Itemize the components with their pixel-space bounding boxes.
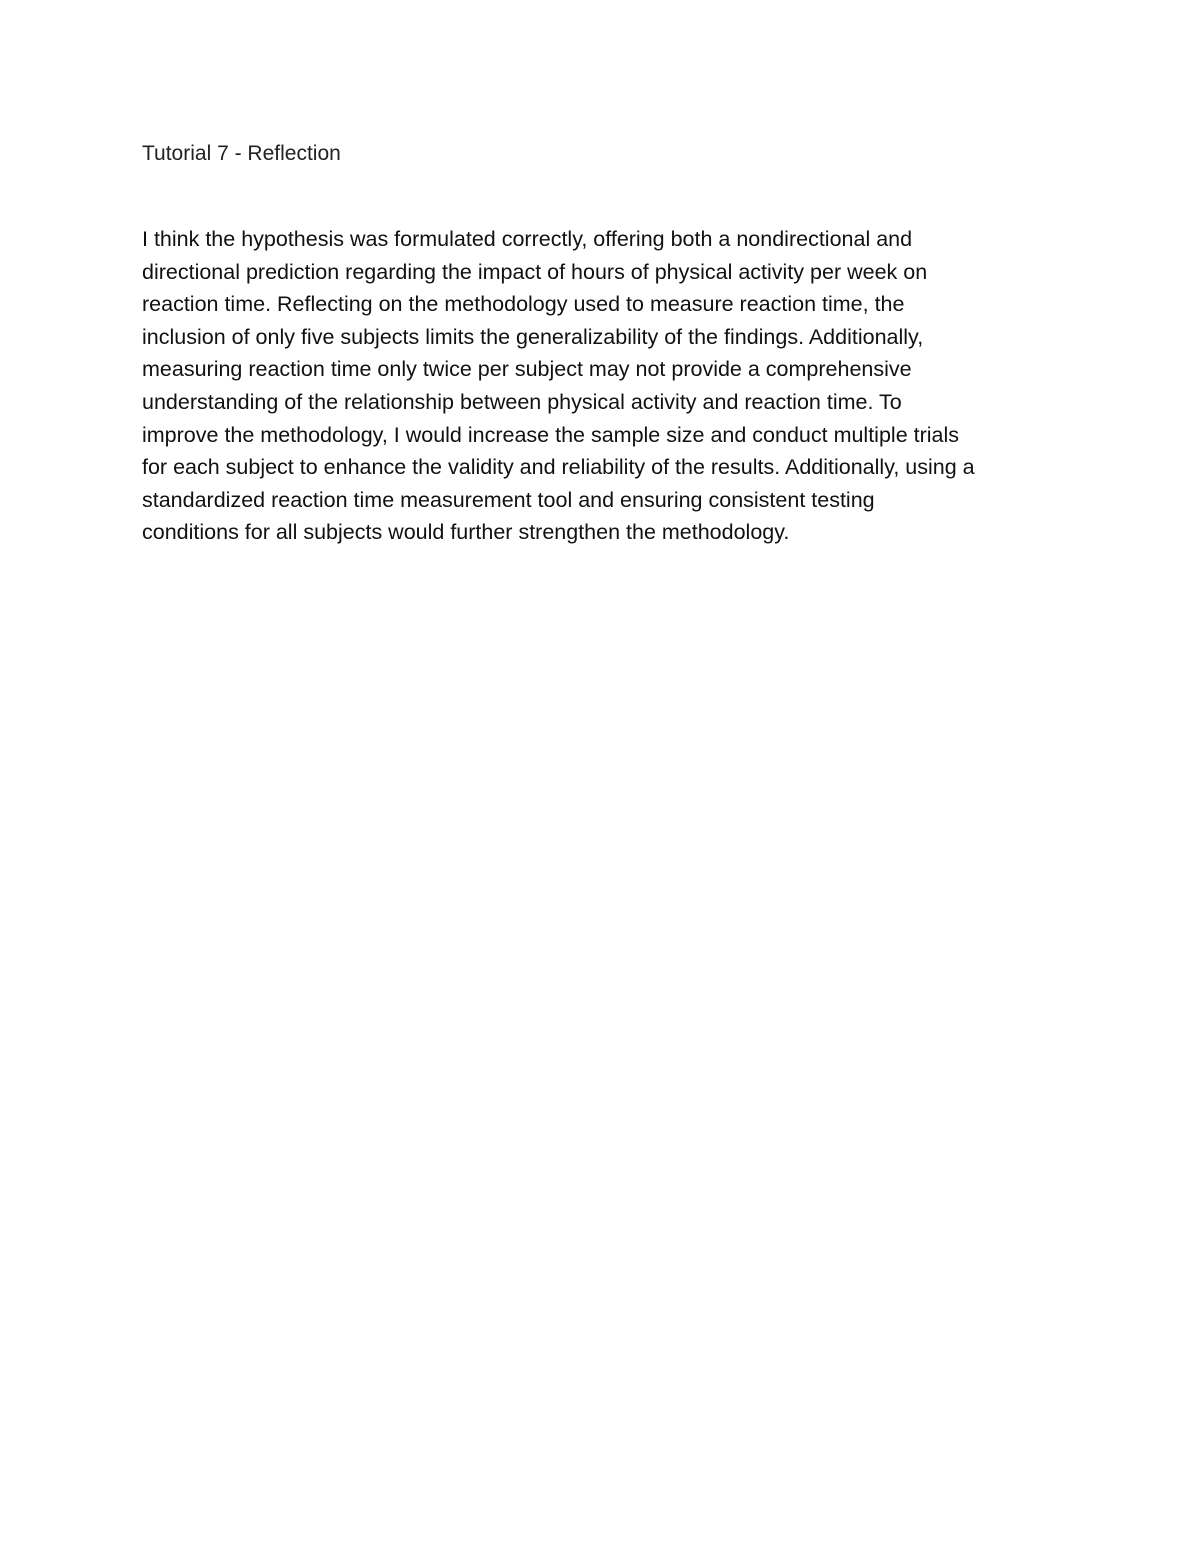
paragraph-line: understanding of the relationship between physical activity and reaction time. To [142, 389, 902, 414]
paragraph-line: directional prediction regarding the impact of hours of physical activity per week on [142, 259, 928, 284]
reflection-paragraph [142, 223, 1082, 549]
paragraph-line: measuring reaction time only twice per subject may not provide a comprehensive [142, 357, 912, 382]
paragraph-line: inclusion of only five subjects limits the generalizability of the findings. Additionally, [142, 324, 924, 349]
paragraph-line: for each subject to enhance the validity and reliability of the results. Additionally, using a [142, 455, 975, 480]
paragraph-line: I think the hypothesis was formulated correctly, offering both a nondirectional and [142, 227, 913, 251]
paragraph-line: conditions for all subjects would further strengthen the methodology. [142, 520, 790, 545]
paragraph-line: improve the methodology, I would increase the sample size and conduct multiple trials [142, 422, 960, 447]
document-title: Tutorial 7 - Reflection [142, 142, 341, 165]
paragraph-line: standardized reaction time measurement tool and ensuring consistent testing [142, 487, 875, 512]
paragraph-line: reaction time. Reflecting on the methodology used to measure reaction time, the [142, 292, 905, 317]
